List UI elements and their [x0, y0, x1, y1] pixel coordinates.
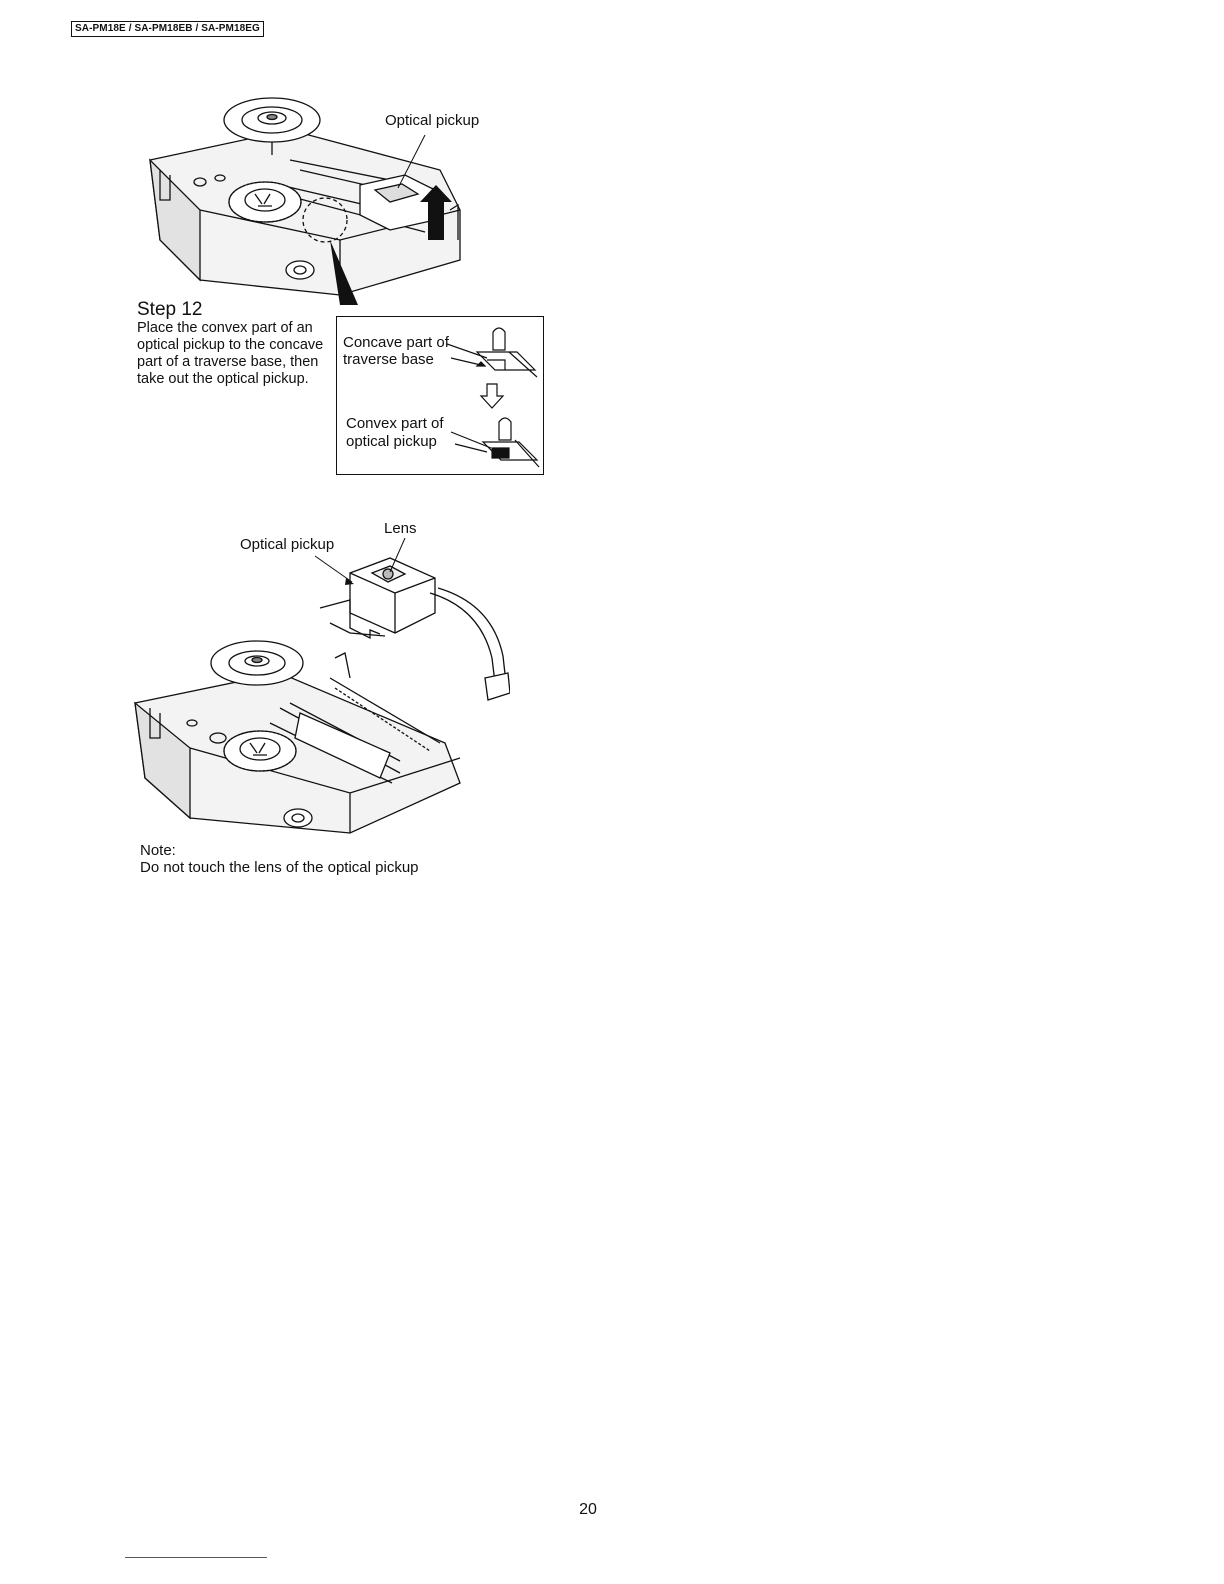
optical-pickup-callout-top: Optical pickup — [385, 112, 480, 129]
model-header: SA-PM18E / SA-PM18EB / SA-PM18EG — [71, 21, 264, 37]
footer-rule — [125, 1557, 267, 1558]
traverse-base-illustration — [130, 633, 465, 843]
lens-callout: Lens — [384, 520, 417, 537]
page-number: 20 — [579, 1501, 597, 1518]
concave-label-line2: traverse base — [343, 351, 434, 368]
note-block — [140, 842, 419, 876]
concave-convex-detail-drawing — [447, 322, 542, 472]
detail-inset-box — [336, 316, 544, 475]
convex-label-line2: optical pickup — [346, 433, 437, 450]
step-title: Step 12 — [137, 299, 203, 320]
note-title: Note: — [140, 842, 176, 859]
step-instructions: Place the convex part of an optical pickup to the concave part of a traverse base, then take out the optical pickup. — [137, 320, 324, 387]
note-text: Do not touch the lens of the optical pickup — [140, 859, 419, 876]
optical-pickup-callout-bottom: Optical pickup — [240, 536, 335, 553]
concave-label-line1: Concave part of — [343, 334, 449, 351]
convex-label-line1: Convex part of — [346, 415, 444, 432]
